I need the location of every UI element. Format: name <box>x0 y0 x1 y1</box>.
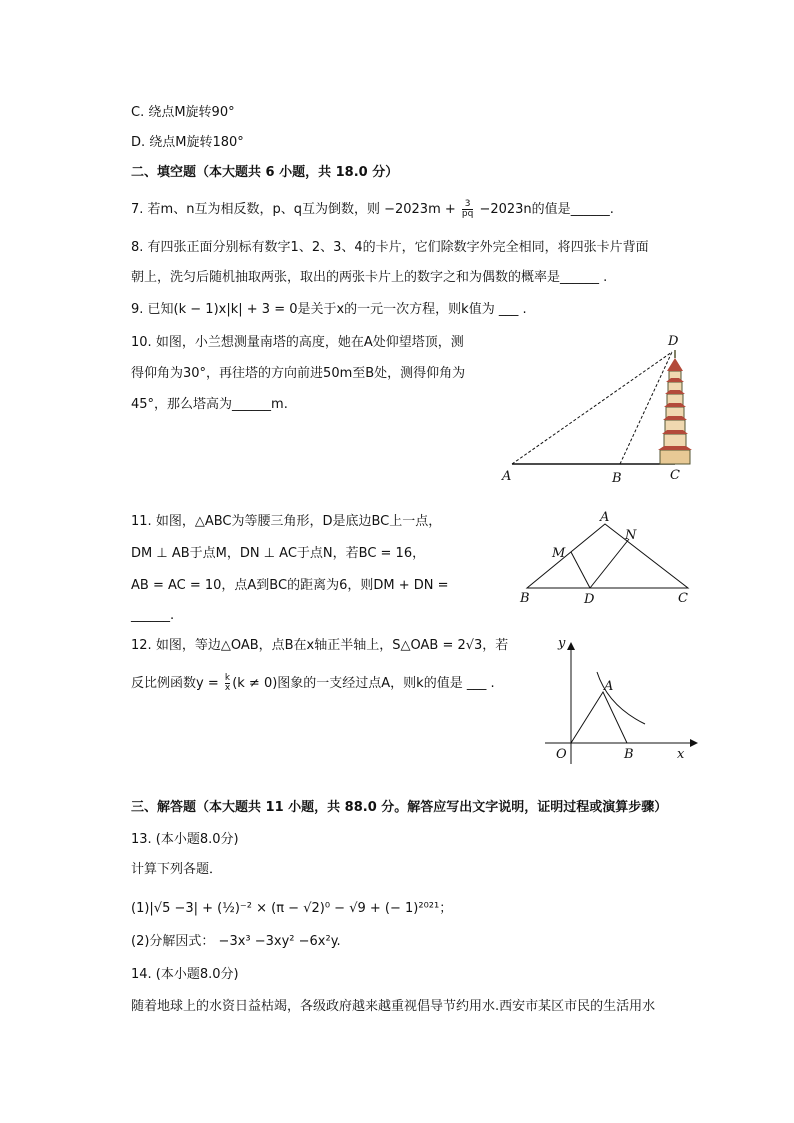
q8-blank: ______ <box>560 270 600 285</box>
q10-unit: m. <box>271 397 288 412</box>
q12-text-1: 如图，等边△OAB，点B在x轴正半轴上，S△OAB = 2√3，若 <box>155 638 509 653</box>
q8-text-1: 有四张正面分别标有数字1、2、3、4的卡片，它们除数字外完全相同，将四张卡片背面 <box>147 240 649 255</box>
figure-10-tower <box>500 330 700 490</box>
q12-blank: ___ <box>466 676 487 691</box>
question-11-line-1 <box>131 512 441 532</box>
pagoda-icon <box>658 350 692 464</box>
q10-text-3: 45°，那么塔高为 <box>131 397 233 412</box>
section-3-title: 三、解答题（本大题共 11 小题，共 88.0 分。解答应写出文字说明，证明过程或演算步骤） <box>131 800 668 815</box>
q7-number: 7. <box>131 202 144 217</box>
fig12-label-b: B <box>624 747 634 762</box>
q9-number: 9. <box>131 302 144 317</box>
question-14-text: 随着地球上的水资日益枯竭，各级政府越来越重视倡导节约用水.西安市某区市民的生活用水 <box>131 999 656 1014</box>
q12-frac-den: x <box>224 683 231 693</box>
question-9 <box>131 300 527 320</box>
fig11-label-a: A <box>600 510 610 525</box>
q8-end: . <box>603 270 608 285</box>
q7-fraction <box>462 200 473 219</box>
q12-text-2a: 反比例函数y = <box>131 676 223 691</box>
fig10-label-d: D <box>668 334 679 349</box>
question-10-line-2: 得仰角为30°，再往塔的方向前进50m至B处，测得仰角为 <box>131 366 466 381</box>
fig10-label-c: C <box>670 468 680 483</box>
segment-dn <box>590 539 629 588</box>
q11-end: . <box>170 608 175 623</box>
q7-text-b: −2023n的值是 <box>475 202 571 217</box>
x-axis-arrow-icon <box>690 739 698 747</box>
question-10-line-1 <box>131 333 464 353</box>
fig10-label-b: B <box>612 471 622 486</box>
fig11-label-b: B <box>520 591 530 606</box>
option-c: C. 绕点M旋转90° <box>131 105 235 120</box>
question-13-part-1: (1)|√5 −3| + (½)⁻² × (π − √2)⁰ − √9 + (− 1)²⁰²¹； <box>131 901 453 916</box>
question-14-header: 14. (本小题8.0分) <box>131 967 239 982</box>
q7-frac-den: pq <box>461 209 474 219</box>
q9-end: . <box>522 302 527 317</box>
fig12-label-a: A <box>604 679 614 694</box>
question-12-line-1 <box>131 636 508 656</box>
q8-text-2: 朝上，洗匀后随机抽取两张，取出的两张卡片上的数字之和为偶数的概率是 <box>131 270 561 285</box>
question-13-header: 13. (本小题8.0分) <box>131 832 239 847</box>
triangle-oab <box>571 692 627 743</box>
q12-fraction <box>225 674 230 693</box>
question-10-line-3 <box>131 395 288 415</box>
section-2-title: 二、填空题（本大题共 6 小题，共 18.0 分） <box>131 165 399 180</box>
q11-text-1: 如图，△ABC为等腰三角形，D是底边BC上一点， <box>155 514 442 529</box>
question-13-intro: 计算下列各题． <box>131 862 223 877</box>
q12-text-2b: (k ≠ 0)图象的一支经过点A，则k的值是 <box>232 676 463 691</box>
fig11-label-c: C <box>678 591 688 606</box>
q12-number: 12. <box>131 638 152 653</box>
q11-number: 11. <box>131 514 152 529</box>
q11-blank: ______ <box>131 608 170 623</box>
fig11-label-n: N <box>625 528 637 543</box>
q8-number: 8. <box>131 240 144 255</box>
y-axis-arrow-icon <box>567 642 575 650</box>
question-7 <box>131 200 614 220</box>
q9-blank: ___ <box>498 302 519 317</box>
fig11-label-m: M <box>552 546 566 561</box>
option-d: D. 绕点M旋转180° <box>131 135 244 150</box>
question-8-line-2 <box>131 268 607 288</box>
q12-frac-num: k <box>224 673 231 683</box>
segment-dm <box>571 552 590 588</box>
q7-end: . <box>609 202 614 217</box>
q7-text-a: 若m、n互为相反数，p、q互为倒数，则 −2023m + <box>147 202 460 217</box>
q9-text: 已知(k − 1)x|k| + 3 = 0是关于x的一元一次方程，则k值为 <box>147 302 495 317</box>
q7-blank: ______ <box>570 202 610 217</box>
q7-frac-num: 3 <box>464 199 471 209</box>
figure-11-triangle <box>510 508 710 608</box>
fig12-label-o: O <box>556 747 567 762</box>
question-12-line-2 <box>131 674 495 694</box>
figure-12-graph <box>540 634 700 764</box>
fig11-label-d: D <box>584 592 595 607</box>
question-8-line-1 <box>131 238 649 258</box>
q10-number: 10. <box>131 335 152 350</box>
q12-end: . <box>490 676 495 691</box>
fig12-label-x: x <box>677 747 685 762</box>
question-11-line-4 <box>131 606 174 626</box>
fig12-label-y: y <box>558 636 566 651</box>
question-11-line-2: DM ⊥ AB于点M，DN ⊥ AC于点N，若BC = 16， <box>131 546 426 561</box>
q10-text-1: 如图，小兰想测量南塔的高度，她在A处仰望塔顶，测 <box>155 335 464 350</box>
fig10-label-a: A <box>502 469 512 484</box>
question-11-line-3: AB = AC = 10，点A到BC的距离为6，则DM + DN = <box>131 578 449 593</box>
question-13-part-2: (2)分解因式： −3x³ −3xy² −6x²y. <box>131 934 341 949</box>
q10-blank: ______ <box>232 397 272 412</box>
line-ad <box>512 352 672 464</box>
